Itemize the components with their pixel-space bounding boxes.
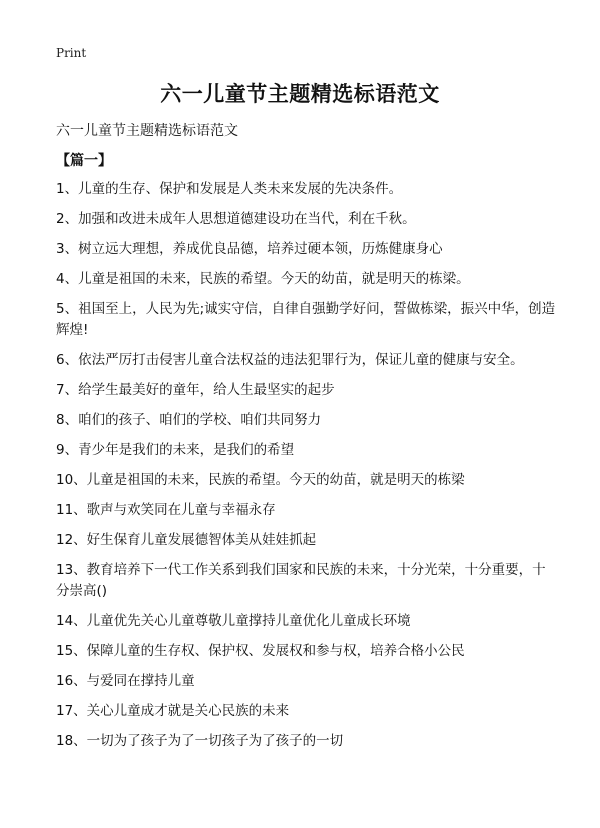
- list-item: 11、歌声与欢笑同在儿童与幸福永存: [56, 502, 276, 518]
- list-item: 12、好生保育儿童发展德智体美从娃娃抓起: [56, 532, 317, 548]
- list-item: 14、儿童优先关心儿童尊敬儿童撑持儿童优化儿童成长环境: [56, 613, 411, 629]
- list-item: 18、一切为了孩子为了一切孩子为了孩子的一切: [56, 733, 344, 749]
- list-item: 7、给学生最美好的童年，给人生最坚实的起步: [56, 382, 335, 398]
- list-item: 6、依法严厉打击侵害儿童合法权益的违法犯罪行为，保证儿童的健康与安全。: [56, 352, 524, 368]
- list-item: 5、祖国至上，人民为先;诚实守信，自律自强勤学好问，誓做栋梁，振兴中华，创造辉煌!: [56, 301, 556, 338]
- list-item: 1、儿童的生存、保护和发展是人类未来发展的先决条件。: [56, 181, 403, 197]
- slogan-list: [56, 179, 556, 761]
- list-item: 13、教育培养下一代工作关系到我们国家和民族的未来，十分光荣，十分重要，十分崇高(): [56, 562, 546, 599]
- page-title: 六一儿童节主题精选标语范文: [160, 82, 440, 106]
- list-item: 3、树立远大理想，养成优良品德，培养过硬本领，历炼健康身心: [56, 241, 443, 257]
- list-item: 10、儿童是祖国的未来，民族的希望。今天的幼苗，就是明天的栋梁: [56, 472, 465, 488]
- list-item: 16、与爱同在撑持儿童: [56, 673, 195, 689]
- document-subtitle: 六一儿童节主题精选标语范文: [56, 123, 238, 139]
- list-item: 4、儿童是祖国的未来，民族的希望。今天的幼苗，就是明天的栋梁。: [56, 271, 470, 287]
- list-item: 2、加强和改进未成年人思想道德建设功在当代，利在千秋。: [56, 211, 416, 227]
- print-link[interactable]: Print: [56, 46, 87, 60]
- list-item: 15、保障儿童的生存权、保护权、发展权和参与权，培养合格小公民: [56, 643, 465, 659]
- section-heading: 【篇一】: [56, 153, 112, 169]
- list-item: 17、关心儿童成才就是关心民族的未来: [56, 703, 290, 719]
- list-item: 8、咱们的孩子、咱们的学校、咱们共同努力: [56, 412, 322, 428]
- list-item: 9、青少年是我们的未来，是我们的希望: [56, 442, 295, 458]
